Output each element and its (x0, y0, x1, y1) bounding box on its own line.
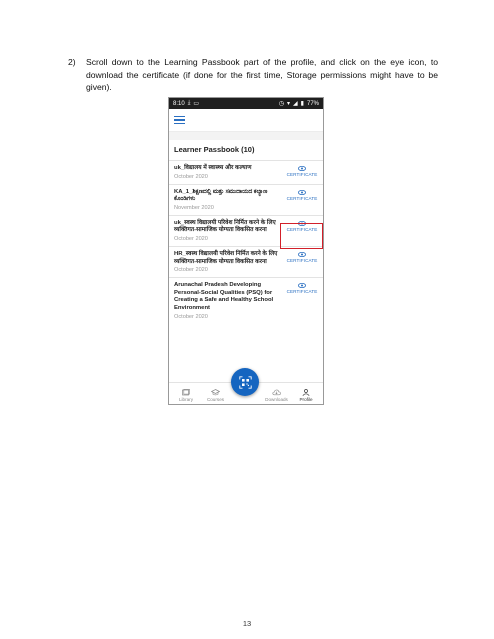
certificate-button[interactable] (284, 166, 320, 177)
certificate-button[interactable] (284, 283, 320, 294)
step-number: 2) (68, 57, 76, 67)
wifi-icon: ▾ (287, 101, 291, 107)
passbook-list (169, 161, 323, 324)
media-status-icon: ▭ (193, 101, 200, 107)
certificate-button[interactable] (284, 190, 320, 201)
certificate-label: CERTIFICATE (286, 226, 318, 232)
nav-library-label: Library (178, 397, 194, 402)
course-date: October 2020 (174, 235, 208, 242)
hamburger-menu-icon[interactable] (174, 116, 185, 124)
certificate-label: CERTIFICATE (286, 172, 318, 177)
section-divider (169, 132, 323, 140)
battery-icon: ▮ (300, 101, 304, 107)
course-date: October 2020 (174, 267, 208, 274)
nav-courses-label: Courses (206, 397, 225, 402)
course-date: October 2020 (174, 173, 208, 180)
instruction-text: Scroll down to the Learning Passbook part of the profile, and click on the eye icon, to download the certificate (if done for the first time, Storage permissions might have to be given). (86, 57, 438, 92)
course-title: Arunachal Pradesh Developing Personal-Social Qualities (PSQ) for Creating a Safe and Healthy School Environment (174, 282, 274, 311)
nav-downloads[interactable] (263, 389, 291, 402)
graduation-cap-icon (211, 389, 220, 396)
eye-icon[interactable] (298, 252, 306, 257)
eye-icon[interactable] (298, 190, 306, 195)
nav-profile-label: Profile (299, 397, 313, 402)
nav-downloads-label: Downloads (265, 397, 288, 402)
library-icon (182, 389, 190, 396)
instruction-paragraph (68, 56, 438, 94)
nav-library[interactable] (172, 389, 200, 402)
course-title: HR_स्वस्थ विद्यालयी परिवेश निर्मित करने के लिए व्यक्तिगत-सामाजिक योग्यता विकसित करना (174, 250, 278, 265)
page-number: 13 (242, 619, 252, 628)
battery-level: 77% (306, 100, 319, 107)
signal-icon: ◢ (293, 101, 298, 107)
course-date: October 2020 (174, 313, 208, 320)
certificate-label: CERTIFICATE (286, 289, 318, 295)
download-status-icon: ⤓ (187, 100, 191, 106)
nav-courses[interactable] (202, 389, 230, 402)
eye-icon[interactable] (298, 166, 306, 171)
certificate-highlight-box (280, 223, 323, 249)
certificate-label: CERTIFICATE (286, 257, 318, 263)
qr-scan-icon (239, 376, 252, 389)
status-bar (169, 98, 323, 109)
course-title: KA_1_ಶಿಕ್ಷಣದಲ್ಲಿ ಮತ್ತು ಸಮುದಾಯದ ಕಲ್ಯಾಣ ಕೊಂಡಿಗಳು (174, 188, 268, 203)
cloud-download-icon (272, 389, 281, 396)
list-item (169, 161, 323, 185)
course-date: November 2020 (174, 204, 214, 211)
qr-scan-button[interactable] (231, 368, 259, 396)
list-item (169, 278, 323, 323)
certificate-button[interactable] (284, 252, 320, 263)
course-title: uk_स्वस्थ विद्यालयी परिवेश निर्मित करने के लिए व्यक्तिगत-सामाजिक योग्यता विकसित करना (174, 219, 276, 234)
list-item (169, 185, 323, 216)
phone-screenshot (168, 97, 324, 405)
app-bar (169, 109, 323, 132)
nav-profile[interactable] (292, 389, 320, 402)
course-title: uk_विद्यालय में स्वास्थ्य और कल्याण (174, 165, 252, 171)
list-item (169, 247, 323, 278)
eye-icon[interactable] (298, 283, 306, 288)
alarm-icon: ◷ (278, 101, 285, 107)
certificate-label: CERTIFICATE (286, 195, 318, 201)
learner-passbook-title: Learner Passbook (10) (169, 140, 323, 161)
status-time: 8:10 (173, 100, 185, 107)
profile-icon (302, 389, 310, 396)
